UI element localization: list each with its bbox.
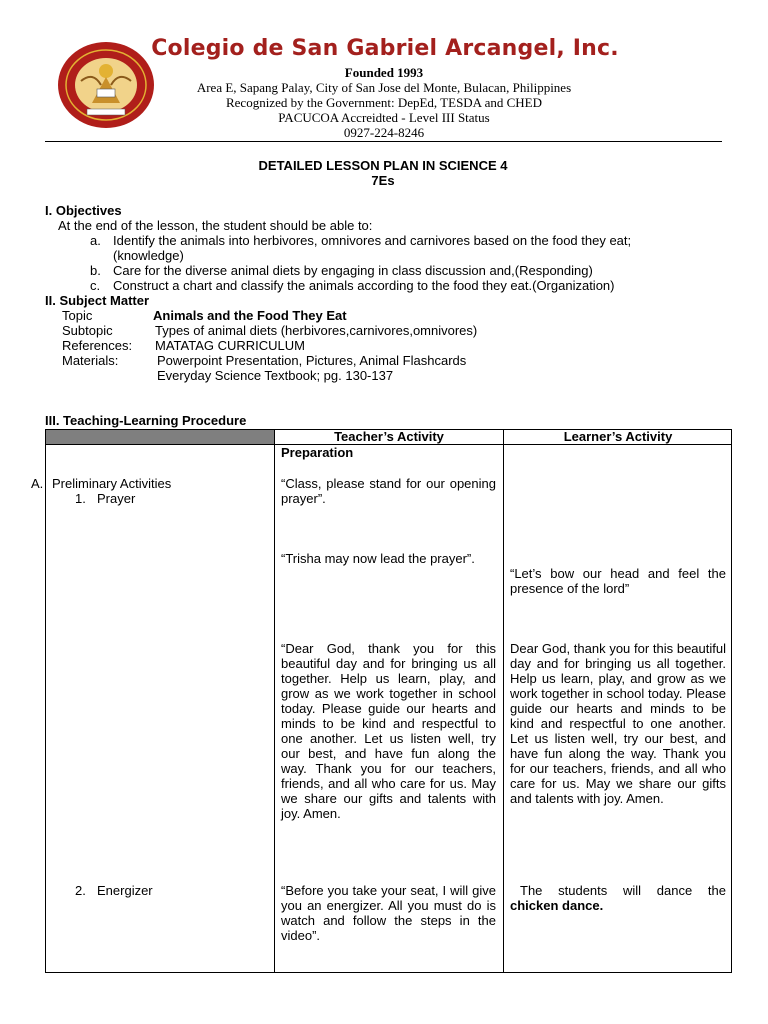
- table-header-divider: [45, 444, 732, 445]
- header-divider: [45, 141, 722, 142]
- prayer-label: Prayer: [97, 491, 136, 506]
- energizer-label: Energizer: [97, 883, 153, 898]
- section-marker: A.: [31, 476, 44, 491]
- preliminary-activities-label: Preliminary Activities: [52, 476, 172, 491]
- references-label: References:: [62, 338, 133, 353]
- school-recognition: Recognized by the Government: DepEd, TESDA and CHED: [225, 95, 543, 110]
- objective-marker: c.: [90, 278, 101, 293]
- subject-matter-heading: II. Subject Matter: [45, 293, 150, 308]
- lesson-plan-subtitle: 7Es: [371, 173, 395, 188]
- preparation-label: Preparation: [281, 445, 354, 460]
- materials-value: Everyday Science Textbook; pg. 130-137: [157, 368, 394, 383]
- subtopic-label: Subtopic: [62, 323, 113, 338]
- objective-item: (knowledge): [113, 248, 184, 263]
- teacher-prayer-call: “Class, please stand for our opening prayer”.: [281, 476, 496, 506]
- teacher-trisha-lead: “Trisha may now lead the prayer”.: [281, 551, 475, 566]
- objective-marker: a.: [90, 233, 101, 248]
- materials-value: Powerpoint Presentation, Pictures, Animal Flashcards: [157, 353, 467, 368]
- learner-prayer-text: Dear God, thank you for this beautiful day and for bringing us all together. Help us learn, play, and grow as we work together in school today. Please guide our hearts and minds to be kind and respectful to one another. Let us listen well, try our best, and have fun along the way. Thank you for our teachers, friends, and all who care for us. May we share our gifts and talents with joy. Amen.: [510, 641, 726, 806]
- learner-energizer: [510, 883, 726, 913]
- objectives-heading: I. Objectives: [45, 203, 122, 218]
- founded-year: Founded 1993: [344, 65, 424, 80]
- table-column-divider: [274, 429, 275, 973]
- step-marker: 1.: [75, 491, 86, 506]
- chicken-dance-text: chicken dance.: [510, 898, 604, 913]
- references-value: MATATAG CURRICULUM: [155, 338, 305, 353]
- materials-label: Materials:: [62, 353, 119, 368]
- learner-energizer-text: The students will dance the: [520, 883, 726, 898]
- teacher-prayer-text: “Dear God, thank you for this beautiful day and for bringing us all together. Help us learn, play, and grow as we work together in school today. Please guide our hearts and minds to be kind and respectful to one another. Let us listen well, try our best, and have fun along the way. Thank you for our teachers, friends, and all who care for us. May we share our gifts and talents with joy. Amen.: [281, 641, 496, 821]
- school-accreditation: PACUCOA Accreidted - Level III Status: [278, 110, 490, 125]
- topic-label: Topic: [62, 308, 93, 323]
- lesson-plan-title: DETAILED LESSON PLAN IN SCIENCE 4: [258, 158, 508, 173]
- step-marker: 2.: [75, 883, 86, 898]
- topic-value: Animals and the Food They Eat: [153, 308, 347, 323]
- objectives-intro: At the end of the lesson, the student should be able to:: [58, 218, 373, 233]
- objective-item: Construct a chart and classify the animals according to the food they eat.(Organization): [113, 278, 615, 293]
- school-name: Colegio de San Gabriel Arcangel, Inc.: [151, 36, 619, 61]
- school-address: Area E, Sapang Palay, City of San Jose del Monte, Bulacan, Philippines: [196, 80, 572, 95]
- teacher-energizer: “Before you take your seat, I will give you an energizer. All you must do is watch and follow the steps in the video”.: [281, 883, 496, 943]
- objective-item: Care for the diverse animal diets by engaging in class discussion and,(Responding): [113, 263, 593, 278]
- objective-item: Identify the animals into herbivores, omnivores and carnivores based on the food they eat;: [113, 233, 632, 248]
- teacher-activity-column-header: Teacher’s Activity: [334, 429, 444, 444]
- school-phone: 0927-224-8246: [343, 125, 425, 140]
- table-column-divider: [503, 429, 504, 973]
- procedure-heading: III. Teaching-Learning Procedure: [45, 413, 247, 428]
- objective-marker: b.: [90, 263, 101, 278]
- subtopic-value: Types of animal diets (herbivores,carnivores,omnivores): [155, 323, 478, 338]
- learner-activity-column-header: Learner’s Activity: [563, 429, 673, 444]
- learner-bow-head: “Let’s bow our head and feel the presence of the lord”: [510, 566, 726, 596]
